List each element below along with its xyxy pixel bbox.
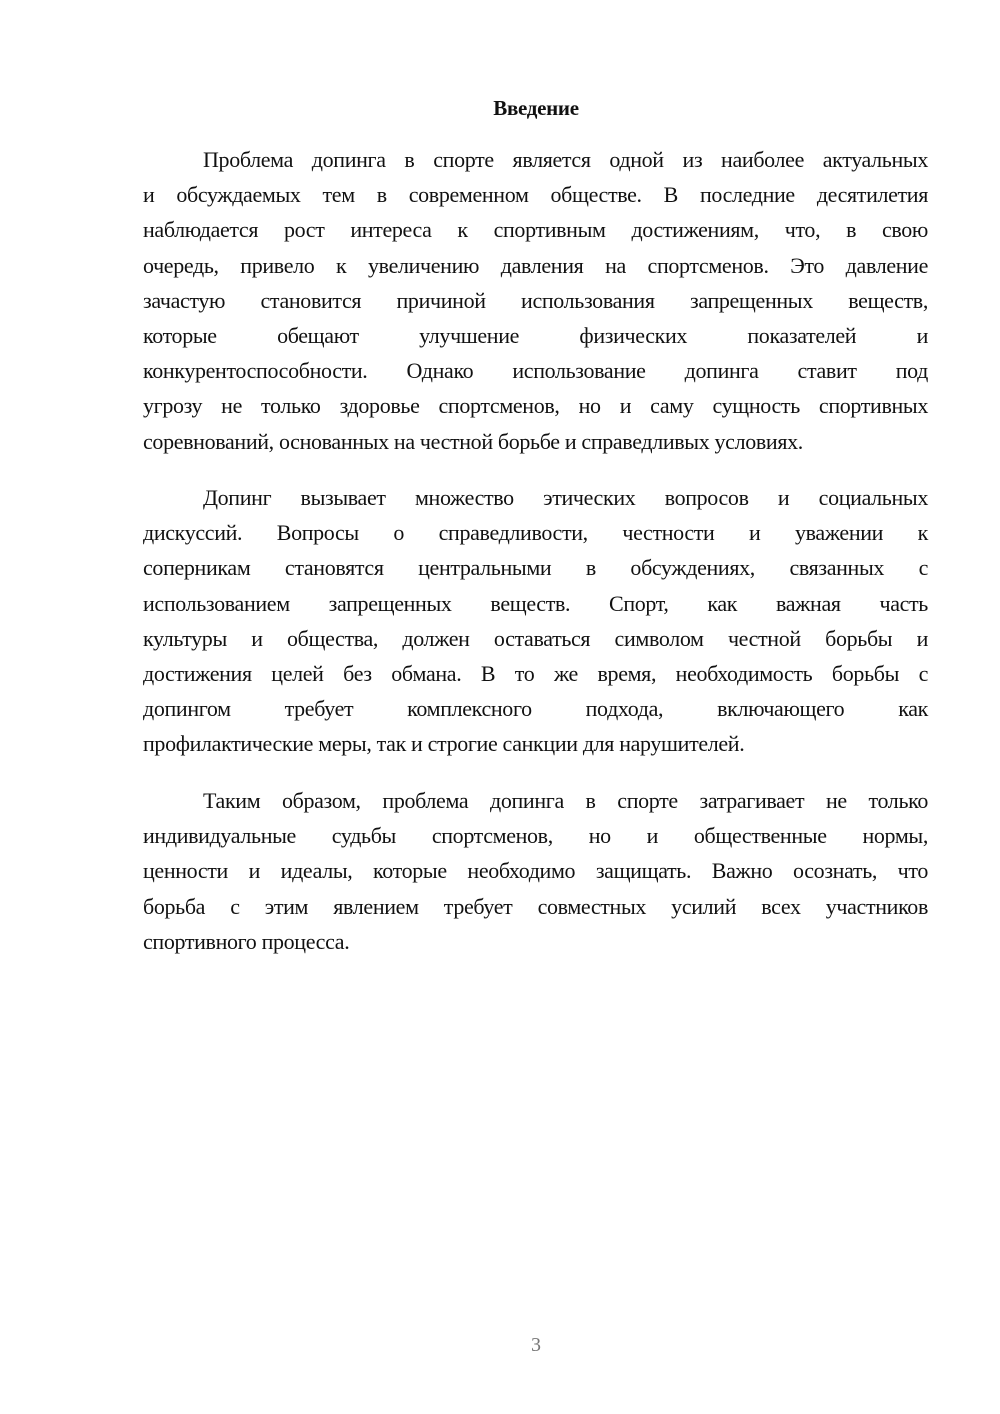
- paragraph-2: [143, 480, 928, 762]
- text-line: соревнований, основанных на честной борьбе и справедливых условиях.: [143, 428, 803, 454]
- text-line: культуры и общества, должен оставаться символом честной борьбы и: [143, 625, 928, 651]
- text-line: зачастую становится причиной использования запрещенных веществ,: [143, 287, 928, 313]
- text-line: спортивного процесса.: [143, 928, 350, 954]
- text-line: очередь, привело к увеличению давления на спортсменов. Это давление: [143, 252, 928, 278]
- text-line: наблюдается рост интереса к спортивным достижениям, что, в свою: [143, 217, 928, 243]
- text-line: угрозу не только здоровье спортсменов, но и саму сущность спортивных: [143, 393, 928, 419]
- paragraph-1: [143, 142, 928, 459]
- text-line: Таким образом, проблема допинга в спорте затрагивает не только: [203, 788, 928, 813]
- text-line: и обсуждаемых тем в современном обществе. В последние десятилетия: [143, 182, 928, 208]
- page-number: 3: [531, 1334, 541, 1356]
- text-line: профилактические меры, так и строгие санкции для нарушителей.: [143, 731, 745, 757]
- text-line: индивидуальные судьбы спортсменов, но и общественные нормы,: [143, 823, 928, 849]
- paragraph-3: [143, 783, 928, 959]
- text-line: Проблема допинга в спорте является одной из наиболее актуальных: [203, 147, 928, 172]
- text-line: борьба с этим явлением требует совместных усилий всех участников: [143, 893, 928, 919]
- text-line: допингом требует комплексного подхода, включающего как: [143, 696, 928, 722]
- text-line: Допинг вызывает множество этических вопросов и социальных: [203, 485, 928, 510]
- text-line: соперникам становятся центральными в обсуждениях, связанных с: [143, 555, 928, 581]
- text-line: ценности и идеалы, которые необходимо защищать. Важно осознать, что: [143, 858, 928, 884]
- text-line: достижения целей без обмана. В то же время, необходимость борьбы с: [143, 660, 928, 686]
- text-line: использованием запрещенных веществ. Спорт, как важная часть: [143, 590, 928, 616]
- text-line: конкурентоспособности. Однако использование допинга ставит под: [143, 358, 928, 384]
- text-line: дискуссий. Вопросы о справедливости, честности и уважении к: [143, 520, 928, 546]
- text-line: которые обещают улучшение физических показателей и: [143, 322, 928, 348]
- section-title: Введение: [493, 96, 579, 120]
